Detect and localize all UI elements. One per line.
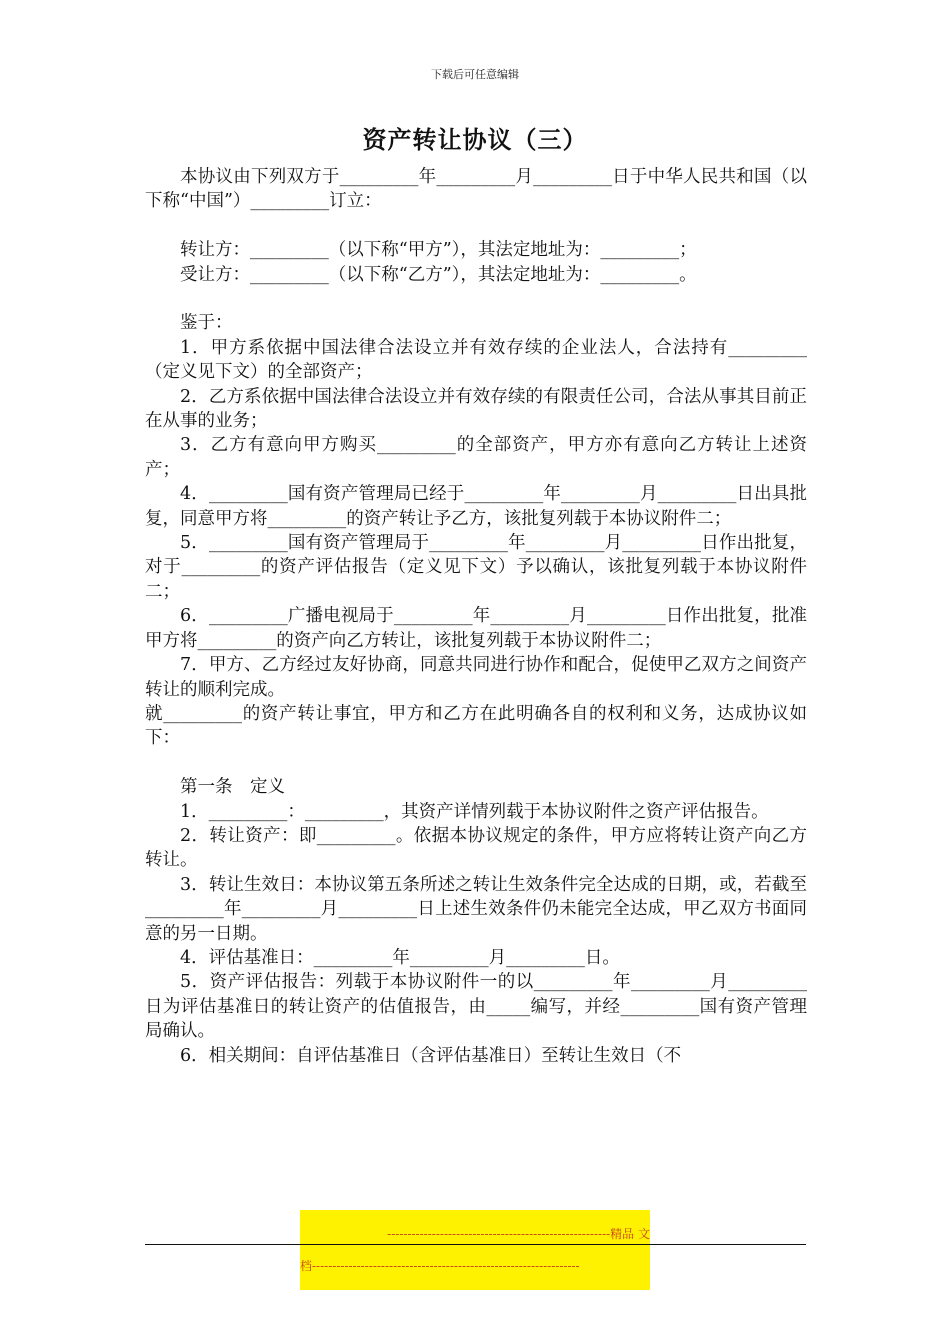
- paragraph-gap: [145, 751, 807, 775]
- footer-rule: [145, 1244, 806, 1245]
- paragraph: 6．_________广播电视局于_________年_________月_________日作出批复，批准甲方将_________的资产向乙方转让，该批复列载于本协议附件二；: [145, 606, 807, 651]
- paragraph: 3．乙方有意向甲方购买_________的全部资产，甲方亦有意向乙方转让上述资产；: [145, 435, 807, 480]
- paragraph: 5．资产评估报告：列载于本协议附件一的以_________年_________月_________日为评估基准日的转让资产的估值报告，由_____编写，并经_________国有资产管理局确认。: [145, 972, 807, 1042]
- paragraph: 1．_________：_________，其资产详情列载于本协议附件之资产评估报告。: [180, 801, 769, 822]
- paragraph: 就_________的资产转让事宜，甲方和乙方在此明确各自的权利和义务，达成协议如下：: [145, 703, 807, 749]
- document-body: [145, 165, 807, 1068]
- paragraph: 6．相关期间：自评估基准日（含评估基准日）至转让生效日（不: [180, 1045, 682, 1066]
- paragraph: 5．_________国有资产管理局于_________年_________月_________日作出批复，对于_________的资产评估报告（定义见下文）予以确认，该批复列载于本协议附件二；: [145, 533, 807, 602]
- paragraph: 转让方：_________（以下称“甲方”），其法定地址为：_________；: [180, 240, 697, 261]
- paragraph: 2．乙方系依据中国法律合法设立并有效存续的有限责任公司，合法从事其目前正在从事的业务；: [145, 386, 807, 432]
- footer-banner: [300, 1210, 650, 1290]
- paragraph: 4．评估基准日：_________年_________月_________日。: [180, 947, 620, 968]
- paragraph: 3．转让生效日：本协议第五条所述之转让生效条件完全达成的日期，或，若截至_________年_________月_________日上述生效条件仍未能完全达成，甲乙双方书面同意的另一日期。: [145, 874, 807, 944]
- paragraph: 1．甲方系依据中国法律合法设立并有效存续的企业法人，合法持有_________（定义见下文）的全部资产；: [145, 337, 807, 383]
- paragraph: 7．甲方、乙方经过友好协商，同意共同进行协作和配合，促使甲乙双方之间资产转让的顺利完成。: [145, 655, 807, 700]
- header-note: 下载后可任意编辑: [431, 68, 519, 81]
- paragraph-gap: [145, 214, 807, 238]
- paragraph: 受让方：_________（以下称“乙方”），其法定地址为：_________。: [180, 264, 697, 285]
- paragraph-gap: [145, 287, 807, 311]
- paragraph: 鉴于：: [180, 313, 233, 334]
- paragraph: 第一条 定义: [180, 777, 285, 798]
- footer-banner-line-2: 档------------------------------------------------------------------: [300, 1259, 580, 1273]
- paragraph: 4．_________国有资产管理局已经于_________年_________月_________日出具批复，同意甲方将_________的资产转让予乙方，该批复列载于本协议附件二；: [145, 484, 807, 529]
- paragraph: 2．转让资产：即_________。依据本协议规定的条件，甲方应将转让资产向乙方转让。: [145, 825, 807, 871]
- footer-banner-line-1: -------------------------------------------------------精品 文: [387, 1227, 650, 1241]
- paragraph: 本协议由下列双方于_________年_________月_________日于中华人民共和国（以下称“中国”）_________订立：: [145, 167, 807, 212]
- document-title: 资产转让协议（三）: [362, 125, 588, 154]
